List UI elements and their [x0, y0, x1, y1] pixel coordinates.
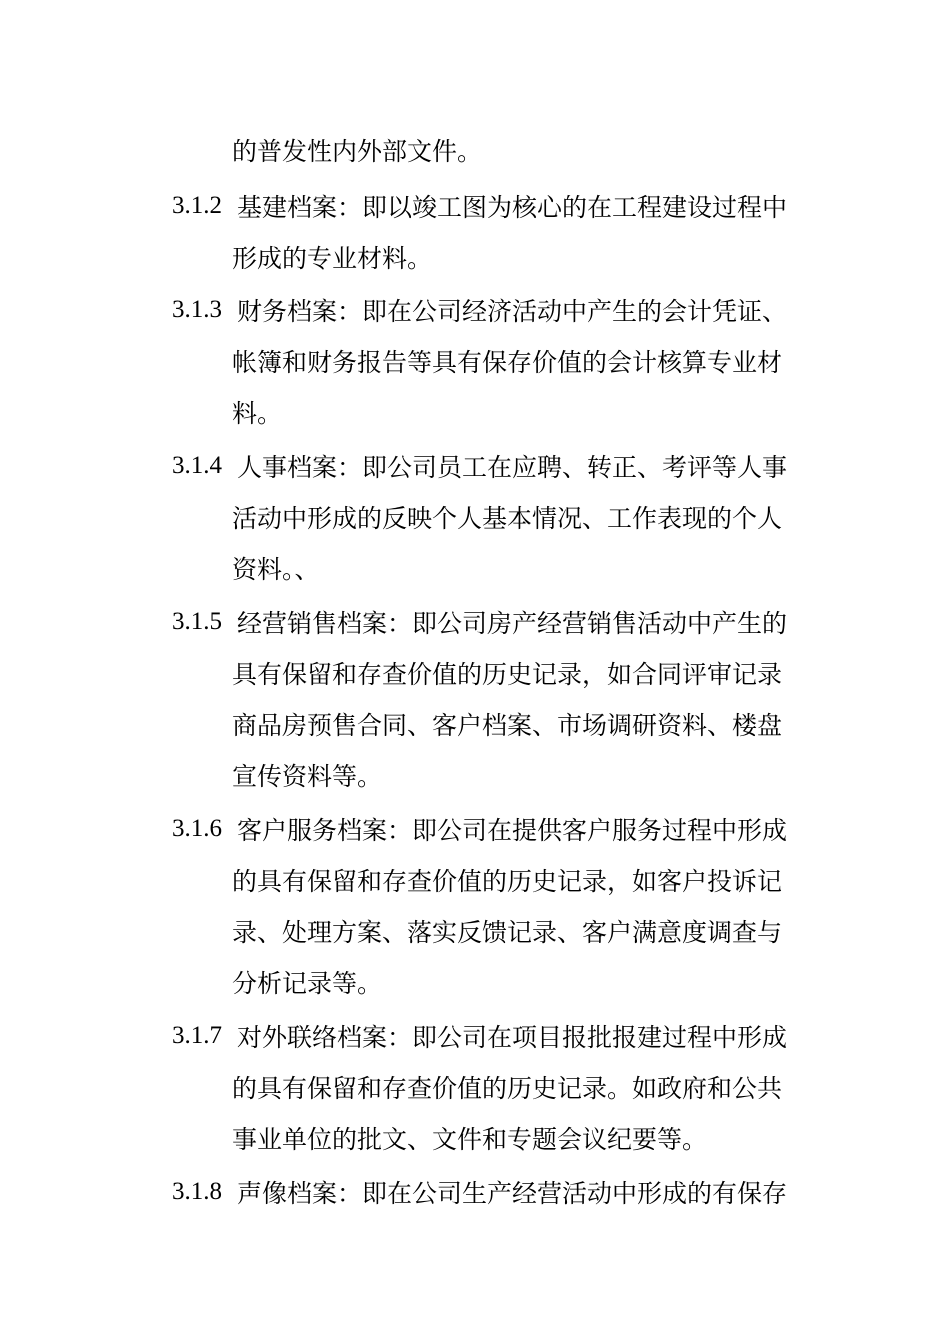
section-number: 3.1.6: [172, 815, 222, 842]
text-line: 的具有保留和存查价值的历史记录，如客户投诉记: [232, 867, 783, 896]
text-line: 料。: [232, 399, 283, 428]
text-line: 活动中形成的反映个人基本情况、工作表现的个人: [232, 504, 783, 533]
text-line: 的普发性内外部文件。: [232, 137, 483, 166]
text-line: 客户服务档案：即公司在提供客户服务过程中形成: [237, 816, 788, 845]
text-line: 的具有保留和存查价值的历史记录。如政府和公共: [232, 1074, 783, 1103]
text-line: 资料。、: [232, 555, 320, 584]
text-line: 商品房预售合同、客户档案、市场调研资料、楼盘: [232, 711, 783, 740]
text-line: 分析记录等。: [232, 969, 383, 998]
text-line: 录、处理方案、落实反馈记录、客户满意度调查与: [232, 918, 783, 947]
text-line: 具有保留和存查价值的历史记录，如合同评审记录: [232, 660, 783, 689]
section-number: 3.1.4: [172, 452, 222, 479]
section-number: 3.1.5: [172, 608, 222, 635]
text-line: 人事档案：即公司员工在应聘、转正、考评等人事: [237, 453, 788, 482]
text-line: 帐簿和财务报告等具有保存价值的会计核算专业材: [232, 348, 783, 377]
text-line: 声像档案：即在公司生产经营活动中形成的有保存: [237, 1179, 788, 1208]
text-line: 经营销售档案：即公司房产经营销售活动中产生的: [237, 609, 788, 638]
text-line: 宣传资料等。: [232, 762, 383, 791]
section-number: 3.1.2: [172, 192, 222, 219]
text-line: 基建档案：即以竣工图为核心的在工程建设过程中: [237, 193, 788, 222]
section-number: 3.1.7: [172, 1022, 222, 1049]
text-line: 财务档案：即在公司经济活动中产生的会计凭证、: [237, 297, 788, 326]
section-number: 3.1.3: [172, 296, 222, 323]
text-line: 对外联络档案：即公司在项目报批报建过程中形成: [237, 1023, 788, 1052]
section-number: 3.1.8: [172, 1178, 222, 1205]
text-line: 形成的专业材料。: [232, 244, 433, 273]
text-line: 事业单位的批文、文件和专题会议纪要等。: [232, 1125, 708, 1154]
